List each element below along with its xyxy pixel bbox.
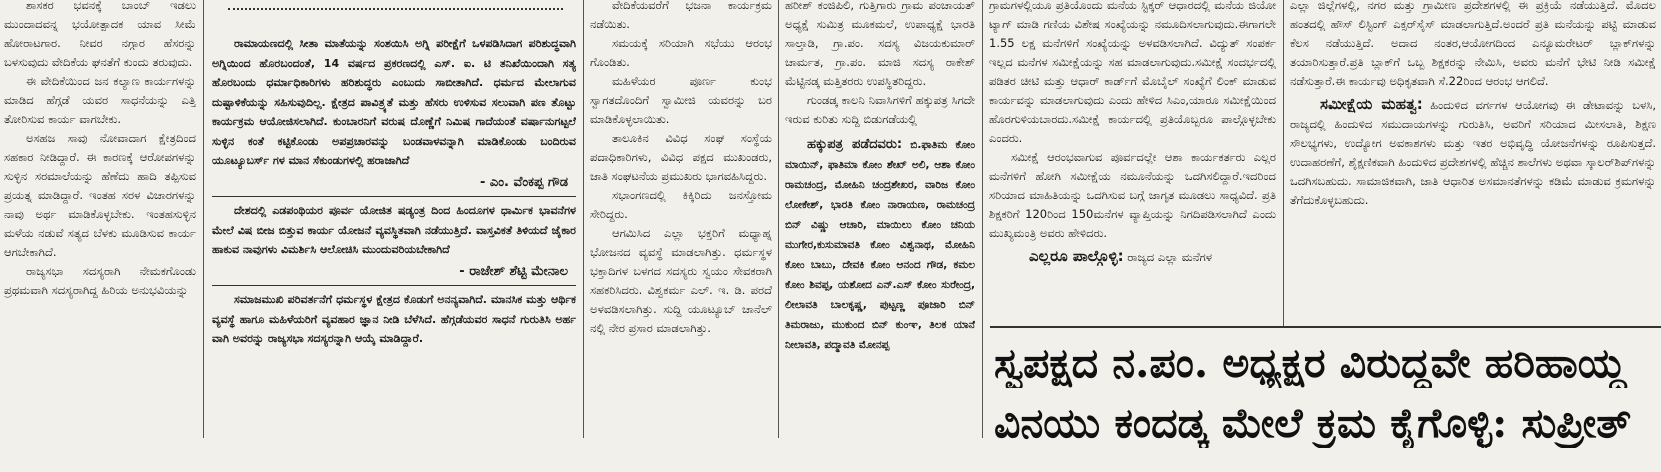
paragraph: ಮಹಿಳೆಯರ ಪೂರ್ಣ ಕುಂಭ ಸ್ವಾಗತದೊಂದಿಗೆ ಸ್ವಾಮೀಜಿ ಯವರನ್ನು ಬರ ಮಾಡಿಕೊಳ್ಳಲಾಯಿತು. <box>590 74 772 126</box>
paragraph: ಅಸಹಜ ಸಾವು ನೋವಾದಾಗ ಕ್ಷೇತ್ರದಿಂದ ಸಹಕಾರ ನೀಡಿದ್ದಾರೆ. ಈ ಕಾರಣಕ್ಕೆ ಆರೋಪಗಳನ್ನು ಸುಳ್ಳಿನ ಸರಮಾಲೆಯನ್ನು ಹೆಣೆದು ಹಾದಿ ತಪ್ಪಿಸುವ ಪ್ರಯತ್ನ ಮಾಡಿದ್ದಾರೆ. ಇಂತಹ ಸರಳ ವಿಚಾರಗಳನ್ನು ನಾವು ಅರ್ಥ ಮಾಡಿಕೊಳ್ಳಬೇಕು. ಇಂತಹಸುಳ್ಳಿನ ಮಳೆಯ ನಡುವೆ ಸತ್ಯದ ಬೆಳಕು ಮೂಡಿಸುವ ಕಾರ್ಯ ಆಗಬೇಕಾಗಿದೆ. <box>4 131 196 259</box>
divider-line <box>212 285 576 286</box>
paragraph: ಎಲ್ಲಾ ಜಿಲ್ಲೆಗಳಲ್ಲಿ, ನಗರ ಮತ್ತು ಗ್ರಾಮೀಣ ಪ್ರದೇಶಗಳಲ್ಲಿ ಈ ಪ್ರಕ್ರಿಯೆ ನಡೆಯುತ್ತಿದೆ. ಮೊದಲ ಹಂತದಲ್ಲಿ ಹೌಸ್ ಲಿಸ್ಟಿಂಗ್ ಎಕ್ಸರ್‌ಸೈಸ್ ಮಾಡಲಾಗುತ್ತಿದೆ.ಅಂದರೆ ಪ್ರತಿ ಮನೆಯನ್ನು ಪಟ್ಟಿ ಮಾಡುವ ಕೆಲಸ ನಡೆಯುತ್ತಿದೆ. ಅದಾದ ನಂತರ,ಆಯೋಗದಿಂದ ಎನ್ಯೂಮರೇಟರ್ ಬ್ಲಾಕ್‌ಗಳನ್ನು ತಯಾರಿಸುತ್ತಾರೆ.ಪ್ರತಿ ಬ್ಲಾಕ್‌ಗೆ ಒಬ್ಬ ಶಿಕ್ಷಕರನ್ನು ನೇಮಿಸಿ, ಅವರು ಮನೆಗೆ ಭೇಟಿ ನೀಡಿ ಸಮೀಕ್ಷೆ ನಡೆಸುತ್ತಾರೆ.ಈ ಕಾರ್ಯವು ಅಧಿಕೃತವಾಗಿ ಸೆ.22ರಿಂದ ಆರಂಭ ಆಗಲಿದೆ. <box>1290 0 1656 88</box>
paragraph: ರಾಜ್ಯಸಭಾ ಸದಸ್ಯರಾಗಿ ನೇಮಕಗೊಂಡು ಪ್ರಥಮವಾಗಿ ಸದಸ್ಯರಾಗಿದ್ದ ಹಿರಿಯ ಅನುಭವಿಯನ್ನು <box>4 264 196 297</box>
column-rule <box>583 0 584 438</box>
column-rule <box>203 0 204 438</box>
paragraph: ಸಭಾಂಗಣದಲ್ಲಿ ಕಿಕ್ಕಿರಿದು ಜನಸ್ತೋಮ ಸೇರಿದ್ದರು. <box>590 188 772 221</box>
paragraph: ಶಾಸಕರ ಭವನಕ್ಕೆ ಬಾಂಬ್ ಇಡಲು ಮುಂದಾದವನ್ನ ಭಯೋತ್ಪಾದಕ ಯಾವ ಸೀಮೆ ಹೋರಾಟಗಾರ. ನೀವರ ನಗ್ಗಾರ ಹೆಸರನ್ನು ಬಳಸುವುದು ವೇದಿಕೆಯ ಘನತೆಗೆ ಕುಂದು ತರುವುದು. <box>4 0 196 69</box>
wavy-divider <box>228 8 563 16</box>
paragraph <box>785 135 975 355</box>
headline-line-1: ಸ್ವಪಕ್ಷದ ನ.ಪಂ. ಅಧ್ಯಕ್ಷರ ವಿರುದ್ಧವೇ ಹರಿಹಾಯ್ದ <box>994 339 1626 387</box>
subhead-text: ರಾಜ್ಯದ ಎಲ್ಲಾ ಮನೆಗಳ <box>1123 250 1213 264</box>
paragraph: ಈ ವೇದಿಕೆಯಿಂದ ಜನ ಕಲ್ಯಾಣ ಕಾರ್ಯಗಳನ್ನು ಮಾಡಿದ ಹೆಗ್ಗಡೆ ಯವರ ಸಾಧನೆಯನ್ನು ಎತ್ತಿ ತೋರಿಸುವ ಕಾರ್ಯ ವಾಗಬೇಕು. <box>4 74 196 126</box>
paragraph: ವೇದಿಕೆಯವರೆಗೆ ಭಜನಾ ಕಾರ್ಯಕ್ರಮ ನಡೆಯಿತು. <box>590 0 772 31</box>
paragraph: ತಾಲೂಕಿನ ವಿವಿಧ ಸಂಘ ಸಂಸ್ಥೆಯ ಪದಾಧಿಕಾರಿಗಳು, ವಿವಿಧ ಪಕ್ಷದ ಮುಖಂಡರು, ಜಾತಿ ಸಂಘಟನೆಯ ಪ್ರಮುಖರು ಭಾಗವಹಿಸಿದ್ದರು. <box>590 131 772 183</box>
opinion-block: ಸಮಾಜಮುಖಿ ಪರಿವರ್ತನೆಗೆ ಧರ್ಮಸ್ಥಳ ಕ್ಷೇತ್ರದ ಕೊಡುಗೆ ಅನನ್ಯವಾಗಿದೆ. ಮಾನಸಿಕ ಮತ್ತು ಆರ್ಥಿಕ ವ್ಯವಸ್ಥೆ ಹಾಗೂ ಮಹಿಳೆಯರಿಗೆ ವ್ಯವಹಾರ ಜ್ಞಾನ ನೀಡಿ ಬೆಳೆಸಿದೆ. ಹೆಗ್ಗಡೆಯವರ ಸಾಧನೆ ಗುರುತಿಸಿ ಅರ್ಹ ವಾಗಿ ಅವರನ್ನು ರಾಜ್ಯಸಭಾ ಸದಸ್ಯರನ್ನಾಗಿ ಆಯ್ಕೆ ಮಾಡಿದ್ದಾರೆ. <box>212 293 576 345</box>
opinion-block: ದೇಶದಲ್ಲಿ ಎಡಪಂಥಿಯರ ಪೂರ್ವ ಯೋಜಿತ ಷಡ್ಯಂತ್ರ ದಿಂದ ಹಿಂದೂಗಳ ಧಾರ್ಮಿಕ ಭಾವನೆಗಳ ಮೇಲೆ ವಿಷ ಬೀಜ ಬಿತ್ತುವ ಕಾರ್ಯ ಯೋಜನೆ ವ್ಯವಸ್ಥಿತವಾಗಿ ನಡೆಯುತ್ತಿದೆ. ವಾಸ್ತವಿಕತೆ ತಿಳಿಯದೆ ಜೈಕಾರ ಹಾಕುವ ನಾವುಗಳು ವಿಮರ್ಶಿಸಿ ಆಲೋಚಿಸಿ ಮುಂದುವರಿಯಬೇಕಾಗಿದೆ <box>212 204 576 256</box>
paragraph: ಸಮಯಕ್ಕೆ ಸರಿಯಾಗಿ ಸಭೆಯು ಆರಂಭ ಗೊಂಡಿತು. <box>590 36 772 69</box>
article-column-3 <box>590 0 772 434</box>
headline-rule <box>990 326 1661 328</box>
paragraph-text: ಹಿಂದುಳಿದ ವರ್ಗಗಳ ಆಯೋಗವು ಈ ಡೇಟಾವನ್ನು ಬಳಸಿ, ರಾಜ್ಯದಲ್ಲಿ ಹಿಂದುಳಿದ ಸಮುದಾಯಗಳನ್ನು ಗುರುತಿಸಿ, ಅವರಿಗೆ ಸರಿಯಾದ ಮೀಸಲಾತಿ, ಶಿಕ್ಷಣ ಸೌಲಭ್ಯಗಳು, ಉದ್ಯೋಗ ಅವಕಾಶಗಳು ಮತ್ತು ಇತರ ಅಭಿವೃದ್ಧಿ ಯೋಜನೆಗಳನ್ನು ರೂಪಿಸುತ್ತದೆ. ಉದಾಹರಣೆಗೆ, ಶೈಕ್ಷಣಿಕವಾಗಿ ಹಿಂದುಳಿದ ಪ್ರದೇಶಗಳಲ್ಲಿ ಹೆಚ್ಚಿನ ಶಾಲೆಗಳು ಅಥವಾ ಸ್ಕಾಲರ್‌ಶಿಪ್‌ಗಳನ್ನು ಒದಗಿಸಬಹುದು. ಸಾಮಾಜಿಕವಾಗಿ, ಜಾತಿ ಆಧಾರಿತ ಅಸಮಾನತೆಗಳನ್ನು ಕಡಿಮೆ ಮಾಡುವ ಕ್ರಮಗಳನ್ನು ತೆಗೆದುಕೊಳ್ಳಬಹುದು. <box>1290 98 1656 207</box>
article-column-6 <box>1290 0 1656 322</box>
paragraph: ಆಗಮಿಸಿದ ಎಲ್ಲಾ ಭಕ್ತರಿಗೆ ಮಧ್ಯಾಹ್ನ ಭೋಜನದ ವ್ಯವಸ್ಥೆ ಮಾಡಲಾಗಿತ್ತು. ಧರ್ಮಸ್ಥಳ ಭಕ್ತಾದಿಗಳ ಬಳಗದ ಸದಸ್ಯರು ಸ್ವಯಂ ಸೇವಕರಾಗಿ ಸಹಕರಿಸಿದರು. ವಿಶ್ವಕರ್ಮ ಎಲ್. ಇ. ಡಿ. ಪರದೆ ಅಳವಡಿಸಲಾಗಿತ್ತು. ಸುದ್ದಿ ಯೂಟ್ಯೂಬ್ ಚಾನೆಲ್ ನಲ್ಲಿ ನೇರ ಪ್ರಸಾರ ಮಾಡಲಾಗಿತ್ತು. <box>590 226 772 335</box>
article-column-5 <box>989 0 1276 322</box>
subhead: ಸಮೀಕ್ಷೆಯ ಮಹತ್ವ: <box>1320 95 1423 113</box>
paragraph <box>1290 95 1656 210</box>
column-rule <box>1283 0 1284 326</box>
subhead: ಹಕ್ಕುಪತ್ರ ಪಡೆದವರು: <box>807 137 903 152</box>
column-rule <box>778 0 779 438</box>
headline-line-2: ವಿನಯು ಕಂದಡ್ಕ ಮೇಲೆ ಕ್ರಮ ಕೈಗೊಳ್ಳಿ: ಸುಪ್ರೀತ್ <box>994 399 1632 447</box>
column-rule <box>982 0 983 438</box>
article-column-1 <box>4 0 196 434</box>
paragraph: ಗ್ರಾಮಗಳಲ್ಲಿಯೂ ಪ್ರತಿಯೊಂದು ಮನೆಯ ಸ್ಟಿಕ್ಕರ್ ಆಧಾರದಲ್ಲಿ ಮನೆಯ ಜಿಯೋ ಟ್ಯಾಗ್ ಮಾಡಿ ಗಣಿಯ ವಿಶೇಷ ಸಂಖ್ಯೆಯನ್ನು ನಮೂದಿಸಲಾಗುವುದು.ಈಗಾಗಲೇ 1.55 ಲಕ್ಷ ಮನೆಗಳಿಗೆ ಸಂಖ್ಯೆಯನ್ನು ಅಳವಡಿಸಲಾಗಿದೆ. ವಿದ್ಯುತ್ ಸಂಪರ್ಕ ಇಲ್ಲದ ಮನೆಗಳ ಸಮೀಕ್ಷೆಯನ್ನು ಸಹ ಮಾಡಲಾಗುವುದು.ಸಮೀಕ್ಷೆ ಸಂದರ್ಭದಲ್ಲಿ ಪಡಿತರ ಚೀಟಿ ಮತ್ತು ಆಧಾರ್ ಕಾರ್ಡ್‌ಗೆ ಮೊಬೈಲ್ ಸಂಖ್ಯೆಗೆ ಲಿಂಕ್ ಮಾಡುವ ಕಾರ್ಯವನ್ನು ಮಾಡಲಾಗುವುದು ಎಂದು ಹೇಳಿದ ಸಿಎಂ,ಯಾರೂ ಸಮೀಕ್ಷೆಯಿಂದ ಹೊರಗುಳಿಯಬಾರದು.ಸಮೀಕ್ಷೆ ಕಾರ್ಯದಲ್ಲಿ ಪ್ರತಿಯೊಬ್ಬರೂ ಪಾಲ್ಗೊಳ್ಳಬೇಕು ಎಂದರು. <box>989 0 1276 145</box>
paragraph: ಗುಂಡಡ್ಕ ಕಾಲನಿ ನಿವಾಸಿಗಳಿಗೆ ಹಕ್ಕುಪತ್ರ ಸಿಗದೇ ಇರುವ ಕುರಿತು ಸುದ್ದಿ ಬಿಡುಗಡೆಯಲ್ಲಿ <box>785 93 975 126</box>
divider-line <box>212 196 576 197</box>
paragraph: ಸಮೀಕ್ಷೆ ಆರಂಭವಾಗುವ ಪೂರ್ವದಲ್ಲೇ ಆಶಾ ಕಾರ್ಯಕರ್ತರು ಎಲ್ಲರ ಮನೆಗಳಿಗೆ ಹೋಗಿ ಸಮೀಕ್ಷೆಯ ನಮೂನೆಯನ್ನು ಒದಗಿಸಲಿದ್ದಾರೆ.ಇದರಿಂದ ಸರಿಯಾದ ಮಾಹಿತಿಯನ್ನು ಒದಗಿಸುವ ಬಗ್ಗೆ ಜಾಗೃತ ಮೂಡಲು ಸಾಧ್ಯವಿದೆ. ಪ್ರತಿ ಶಿಕ್ಷಕರಿಗೆ 120ರಿಂದ 150ಮನೆಗಳ ವ್ಯಾಪ್ತಿಯನ್ನು ನಿಗದಿಪಡಿಸಲಾಗಿದೆ ಎಂದು ಮುಖ್ಯಮಂತ್ರಿ ಅವರು ಹೇಳಿದರು. <box>989 150 1276 240</box>
paragraph <box>989 247 1276 267</box>
opinion-column <box>212 34 576 472</box>
subhead: ಎಲ್ಲರೂ ಪಾಲ್ಗೊಳ್ಳಿ: <box>1029 247 1124 265</box>
author-signature: - ರಾಜೇಶ್ ಶೆಟ್ಟಿ ಮೇನಾಲ <box>459 263 568 279</box>
names-list: ಬಿ.ಫಾತಿಮ ಕೋಂ ಮಾಯಿನ್, ಫಾತಿಮಾ ಕೋಂ ಶೇಖ್ ಅಲಿ, ಆಶಾ ಕೋಂ ರಾಮಚಂದ್ರ, ಮೋಹಿನಿ ಚಂದ್ರಶೇಖರ, ವಾರಿಜ ಕೋಂ ಲೋಕೇಶ್, ಭಾರತಿ ಕೋಂ ನಾರಾಯಣ, ರಾಮಚಂದ್ರ ಬಿನ್ ವಿಷ್ಣು ಆಚಾರಿ, ಮಾಯಿಲು ಕೋಂ ಚನಿಯ ಮುಗೇರ,ಕುಸುಮಾವತಿ ಕೋಂ ವಿಶ್ವನಾಥ, ಮೋಹಿನಿ ಕೋಂ ಬಾಬು, ದೇವಕಿ ಕೋಂ ಆನಂದ ಗೌಡ, ಕಮಲ ಕೋಂ ಶಿವಪ್ಪ, ಯಶೋದ ಎನ್.ಎಸ್ ಕೋಂ ಸುರೇಂದ್ರ, ಲೀಲಾವತಿ ಬಾಲಕೃಷ್ಣ, ಪುಟ್ಟಣ್ಣ ಪೂಜಾರಿ ಬಿನ್ ತಿಮರಾಜು, ಮುಕುಂದ ಬಿನ್ ಕುಂಞ, ತಿಲಕ ಯಾನೆ ನೀಲಾವತಿ, ಪದ್ಮಾವತಿ ಮೋನಪ್ಪ <box>785 139 975 351</box>
article-column-4 <box>785 0 975 434</box>
paragraph: ಹರೀಶ್ ಕಂಜಿಪಿಲಿ, ಗುತ್ತಿಗಾರು ಗ್ರಾಮ ಪಂಚಾಯತ್ ಅಧ್ಯಕ್ಷೆ ಸುಮಿತ್ರ ಮೂಕಮಲೆ, ಉಪಾಧ್ಯಕ್ಷೆ ಭಾರತಿ ಸಾಲ್ತಾಡಿ, ಗ್ರಾ.ಪಂ. ಸದಸ್ಯ ವಿಜಯಕುಮಾರ್ ಚಾರ್ಮತ, ಗ್ರಾ.ಪಂ. ಮಾಜಿ ಸದಸ್ಯ ರಾಕೇಶ್ ಮೆಟ್ಟಿನಡ್ಕ ಮತ್ತಿತರರು ಉಪಸ್ಥಿತರಿದ್ದರು. <box>785 0 975 88</box>
opinion-block: ರಾಮಾಯಣದಲ್ಲಿ ಸೀತಾ ಮಾತೆಯನ್ನು ಸಂಶಯಿಸಿ ಅಗ್ನಿ ಪರೀಕ್ಷೆಗೆ ಒಳಪಡಿಸಿದಾಗ ಪರಿಶುದ್ಧವಾಗಿ ಅಗ್ನಿಯಿಂದ ಹೊರಬಂದಂತೆ, 14 ವರ್ಷದ ಪ್ರಕರಣದಲ್ಲಿ ಎಸ್. ಐ. ಟಿ ತನಿಖೆಯಿಂದಾಗಿ ಸತ್ಯ ಹೊರಬಂದು ಧರ್ಮಾಧಿಕಾರಿಗಳು ಹರಿಶುದ್ಧರು ಎಂಬುದು ಸಾಬೀತಾಗಿದೆ. ಧರ್ಮದ ಮೇಲಾಗುವ ದುಷ್ಟಾಳಿಕೆಯನ್ನು ಸಹಿಸುವುದಿಲ್ಲ. ಕ್ಷೇತ್ರದ ಪಾವಿತ್ರ್ಯತೆ ಮತ್ತು ಹೆಸರು ಉಳಿಸುವ ಸಲುವಾಗಿ ಪಣ ತೊಟ್ಟು ಕಾರ್ಯಕ್ರಮ ಆಯೋಜಿಸಲಾಗಿದೆ. ಕುಂಬಾರನಿಗೆ ವರುಷ ದೊಣ್ಣೆಗೆ ನಿಮಿಷ ಗಾದೆಯಂತೆ ವರ್ಷಾನುಗಟ್ಟಲೆ ಸುಳ್ಳಿನ ಕಂತೆ ಕಟ್ಟಿಕೊಂಡು ಅಪಪ್ರಚಾರವನ್ನು ಬಂಡವಾಳವನ್ನಾಗಿ ಮಾಡಿಕೊಂಡು ಬಂದಿರುವ ಯೂಟ್ಯೂಬರ್ಸ್ ಗಳ ಮಾನ ಸೆಕುಂಡುಗಳಲ್ಲಿ ಹರಾಜಾಗಿದೆ <box>212 37 576 167</box>
author-signature: - ಎಂ. ವೆಂಕಪ್ಪ ಗೌಡ <box>480 174 568 190</box>
